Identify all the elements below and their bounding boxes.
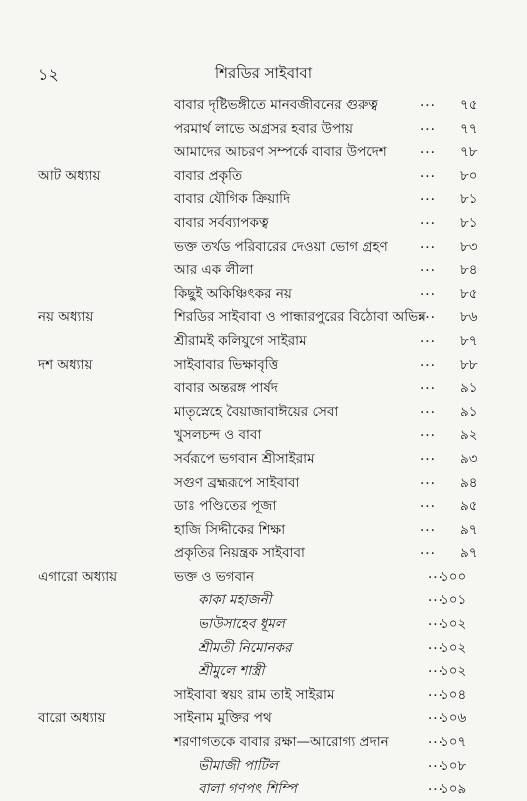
page-ref: ৭৫ bbox=[460, 97, 478, 113]
chapter-label: আট অধ্যায় bbox=[38, 167, 101, 184]
leader-dots: ... bbox=[420, 542, 436, 559]
toc-row bbox=[0, 446, 527, 470]
entry-title: বাবার দৃষ্টিভঙ্গীতে মানবজীবনের গুরুত্ব bbox=[174, 97, 378, 113]
leader-dots: ... bbox=[420, 164, 436, 181]
page-ref: ১০২ bbox=[440, 639, 467, 656]
entry-title: কিছুই অকিঞ্চিৎকর নয় bbox=[174, 285, 292, 302]
page-ref: ৮৩ bbox=[460, 238, 478, 255]
entry-title: আমাদের আচরণ সম্পর্কে বাবার উপদেশ bbox=[174, 144, 387, 161]
toc-row bbox=[0, 116, 527, 140]
page-ref: ১০৮ bbox=[440, 757, 467, 774]
page-ref: ৮৮ bbox=[460, 356, 478, 373]
entry-title: বাবার যৌগিক ক্রিয়াদি bbox=[174, 191, 291, 208]
leader-dots: ... bbox=[420, 188, 436, 205]
page-ref: ৭৮ bbox=[460, 144, 478, 161]
toc-row bbox=[0, 304, 527, 328]
leader-dots: ... bbox=[428, 731, 444, 748]
entry-title: ভক্ত ও ভগবান bbox=[174, 568, 255, 585]
toc-row bbox=[0, 375, 527, 399]
toc-row bbox=[0, 281, 527, 305]
page-ref: ৮১ bbox=[460, 214, 478, 231]
leader-dots: ... bbox=[420, 94, 436, 110]
page-ref: ১০২ bbox=[440, 616, 467, 633]
leader-dots: ... bbox=[420, 329, 436, 346]
leader-dots: ... bbox=[420, 282, 436, 299]
toc-row bbox=[0, 328, 527, 352]
leader-dots: ... bbox=[428, 613, 444, 630]
leader-dots: ... bbox=[428, 707, 444, 724]
page-ref: ১০২ bbox=[440, 663, 467, 680]
entry-title: শ্রীমতী নিমোনকর bbox=[198, 639, 292, 656]
entry-title: আর এক লীলা bbox=[174, 262, 254, 279]
page-ref: ৭৭ bbox=[460, 120, 478, 137]
entry-title: সগুণ ব্রহ্মরূপে সাইবাবা bbox=[174, 474, 300, 491]
leader-dots: ... bbox=[420, 141, 436, 158]
page-ref: ৯৪ bbox=[460, 474, 478, 491]
leader-dots: ... bbox=[428, 636, 444, 653]
page-ref: ৯২ bbox=[460, 427, 478, 444]
entry-title: প্রকৃতির নিয়ন্ত্রক সাইবাবা bbox=[174, 545, 305, 562]
leader-dots: ... bbox=[420, 353, 436, 370]
entry-title: হাজি সিদ্দীকের শিক্ষা bbox=[174, 521, 286, 538]
page-ref: ৮৬ bbox=[460, 309, 478, 326]
entry-title: বালা গণপৎ শিম্পি bbox=[198, 781, 297, 798]
leader-dots: ... bbox=[428, 778, 444, 795]
page-ref: ৯৫ bbox=[460, 498, 478, 515]
toc-row bbox=[0, 493, 527, 517]
page-number: ১২ bbox=[38, 65, 59, 84]
toc-row bbox=[0, 729, 527, 753]
page-ref: ১০৬ bbox=[440, 710, 467, 727]
entry-title: ডাঃ পণ্ডিতের পূজা bbox=[174, 498, 277, 515]
page-ref: ১০৭ bbox=[440, 734, 467, 751]
toc-row bbox=[0, 776, 527, 800]
entry-title: ভীমাজী পাটিল bbox=[198, 757, 278, 774]
entry-title: কাকা মহাজনী bbox=[198, 592, 272, 609]
leader-dots: ... bbox=[420, 400, 436, 417]
leader-dots: ... bbox=[420, 211, 436, 228]
toc-row bbox=[0, 399, 527, 423]
leader-dots: ... bbox=[428, 565, 444, 582]
leader-dots: ... bbox=[420, 306, 436, 323]
toc-row bbox=[0, 257, 527, 281]
toc-row bbox=[0, 234, 527, 258]
page-ref: ১০৯ bbox=[440, 781, 467, 798]
toc-row bbox=[0, 635, 527, 659]
chapter-label: নয় অধ্যায় bbox=[38, 309, 94, 326]
toc-row bbox=[0, 210, 527, 234]
leader-dots: ... bbox=[420, 377, 436, 394]
page-ref: ৯১ bbox=[460, 403, 478, 420]
toc-row bbox=[0, 564, 527, 588]
page-ref: ৮৪ bbox=[460, 262, 478, 279]
page-ref: ৮০ bbox=[460, 167, 478, 184]
entry-title: সাইবাবা স্বয়ং রাম তাই সাইরাম bbox=[174, 686, 335, 703]
leader-dots: ... bbox=[420, 495, 436, 512]
leader-dots: ... bbox=[420, 235, 436, 252]
entry-title: বাবার অন্তরঙ্গ পার্ষদ bbox=[174, 380, 278, 397]
toc-row bbox=[0, 658, 527, 682]
entry-title: সাইবাবার ভিক্ষাবৃত্তি bbox=[174, 356, 279, 373]
page-ref: ৯৭ bbox=[460, 521, 478, 538]
leader-dots: ... bbox=[420, 518, 436, 535]
page-ref: ৯৩ bbox=[460, 450, 478, 467]
toc-row bbox=[0, 517, 527, 541]
page-ref: ৮৫ bbox=[460, 285, 478, 302]
entry-title: শ্রীরামই কলিযুগে সাইরাম bbox=[174, 332, 307, 349]
leader-dots: ... bbox=[420, 424, 436, 441]
leader-dots: ... bbox=[420, 259, 436, 276]
page-ref: ৯১ bbox=[460, 380, 478, 397]
leader-dots: ... bbox=[428, 683, 444, 700]
page-ref: ৮১ bbox=[460, 191, 478, 208]
toc-row bbox=[0, 682, 527, 706]
entry-title: শিরডির সাইবাবা ও পান্ধারপুরের বিঠোবা অভিন্ন bbox=[174, 309, 426, 326]
page-ref: ১০০ bbox=[440, 568, 467, 585]
toc-row bbox=[0, 587, 527, 611]
toc-row bbox=[0, 139, 527, 163]
chapter-label: বারো অধ্যায় bbox=[38, 710, 106, 727]
leader-dots: ... bbox=[428, 660, 444, 677]
entry-title: খুসলচন্দ ও বাবা bbox=[174, 427, 262, 444]
toc-row bbox=[0, 92, 527, 116]
entry-title: পরমার্থ লাভে অগ্রসর হবার উপায় bbox=[174, 120, 354, 137]
toc-row bbox=[0, 186, 527, 210]
leader-dots: ... bbox=[420, 471, 436, 488]
entry-title: ভাউসাহেব ধূমল bbox=[198, 616, 285, 633]
entry-title: বাবার প্রকৃতি bbox=[174, 167, 243, 184]
toc-row bbox=[0, 753, 527, 777]
page-ref: ১০৪ bbox=[440, 686, 467, 703]
toc-row bbox=[0, 352, 527, 376]
chapter-label: দশ অধ্যায় bbox=[38, 356, 93, 373]
table-of-contents bbox=[0, 92, 527, 800]
toc-row bbox=[0, 611, 527, 635]
toc-row bbox=[0, 540, 527, 564]
toc-row bbox=[0, 422, 527, 446]
leader-dots: ... bbox=[420, 117, 436, 134]
entry-title: ভক্ত তর্খড পরিবারের দেওয়া ভোগ গ্রহণ bbox=[174, 238, 388, 255]
toc-row bbox=[0, 705, 527, 729]
leader-dots: ... bbox=[428, 754, 444, 771]
toc-row bbox=[0, 163, 527, 187]
leader-dots: ... bbox=[428, 589, 444, 606]
entry-title: সর্বরূপে ভগবান শ্রীসাইরাম bbox=[174, 450, 315, 467]
leader-dots: ... bbox=[420, 447, 436, 464]
entry-title: সাইনাম মুক্তির পথ bbox=[174, 710, 272, 727]
chapter-label: এগারো অধ্যায় bbox=[38, 568, 118, 585]
entry-title: শ্রীমুলে শাস্ত্রী bbox=[198, 663, 265, 680]
page-ref: ৮৭ bbox=[460, 332, 478, 349]
toc-row bbox=[0, 470, 527, 494]
entry-title: বাবার সর্বব্যাপকত্ব bbox=[174, 214, 269, 231]
page-ref: ৯৭ bbox=[460, 545, 478, 562]
page-ref: ১০১ bbox=[440, 592, 467, 609]
entry-title: শরণাগতকে বাবার রক্ষা—আরোগ্য প্রদান bbox=[174, 734, 389, 751]
entry-title: মাতৃস্নেহে বৈয়াজাবাঈয়ের সেবা bbox=[174, 403, 339, 420]
running-head: শিরডির সাইবাবা bbox=[214, 64, 313, 82]
